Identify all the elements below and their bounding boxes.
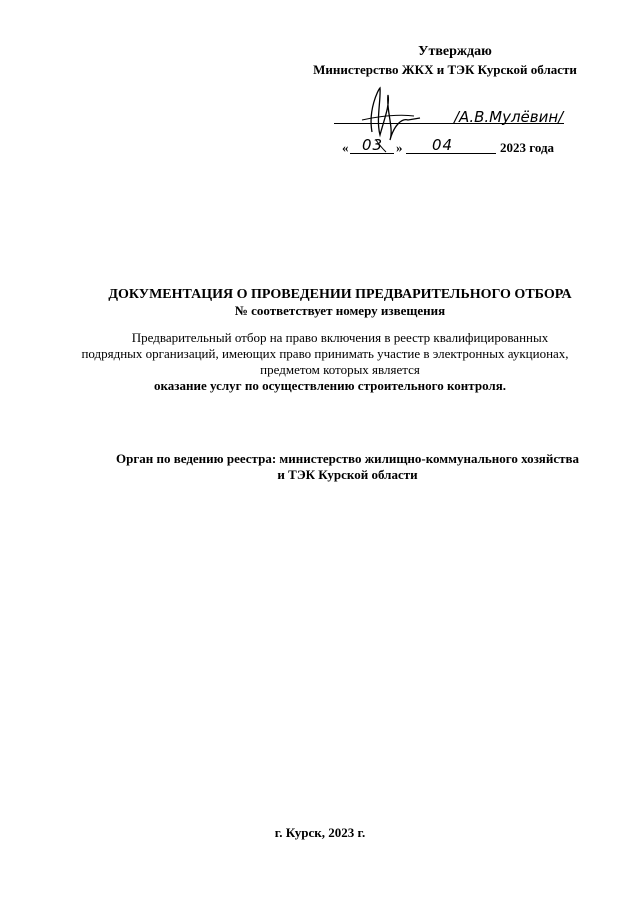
approval-ministry: Министерство ЖКХ и ТЭК Курской области [313, 62, 577, 77]
approval-title: Утверждаю [418, 44, 492, 59]
subject-line-bold: оказание услуг по осуществлению строительного контроля. [154, 378, 506, 393]
registry-body-line: и ТЭК Курской области [277, 467, 418, 482]
subject-line: предметом которых является [260, 362, 420, 377]
document-number: № соответствует номеру извещения [234, 303, 446, 318]
document-title: ДОКУМЕНТАЦИЯ О ПРОВЕДЕНИИ ПРЕДВАРИТЕЛЬНОГО ОТБОРА [108, 287, 572, 302]
subject-line: подрядных организаций, имеющих право принимать участие в электронных аукционах, [81, 346, 569, 361]
date-open-quote: « [342, 140, 349, 155]
date-month: 04 [432, 136, 454, 154]
date-close-quote: » [396, 140, 403, 155]
registry-body-line: Орган по ведению реестра: министерство жилищно-коммунального хозяйства [115, 451, 580, 466]
city-year: г. Курск, 2023 г. [274, 825, 366, 840]
date-day: 03 [362, 136, 384, 154]
signer-name-handwritten: /А.В.Мулёвин/ [454, 108, 564, 126]
date-year: 2023 года [500, 140, 555, 155]
approval-date [342, 138, 582, 156]
subject-line: Предварительный отбор на право включения в реестр квалифицированных [131, 330, 549, 345]
